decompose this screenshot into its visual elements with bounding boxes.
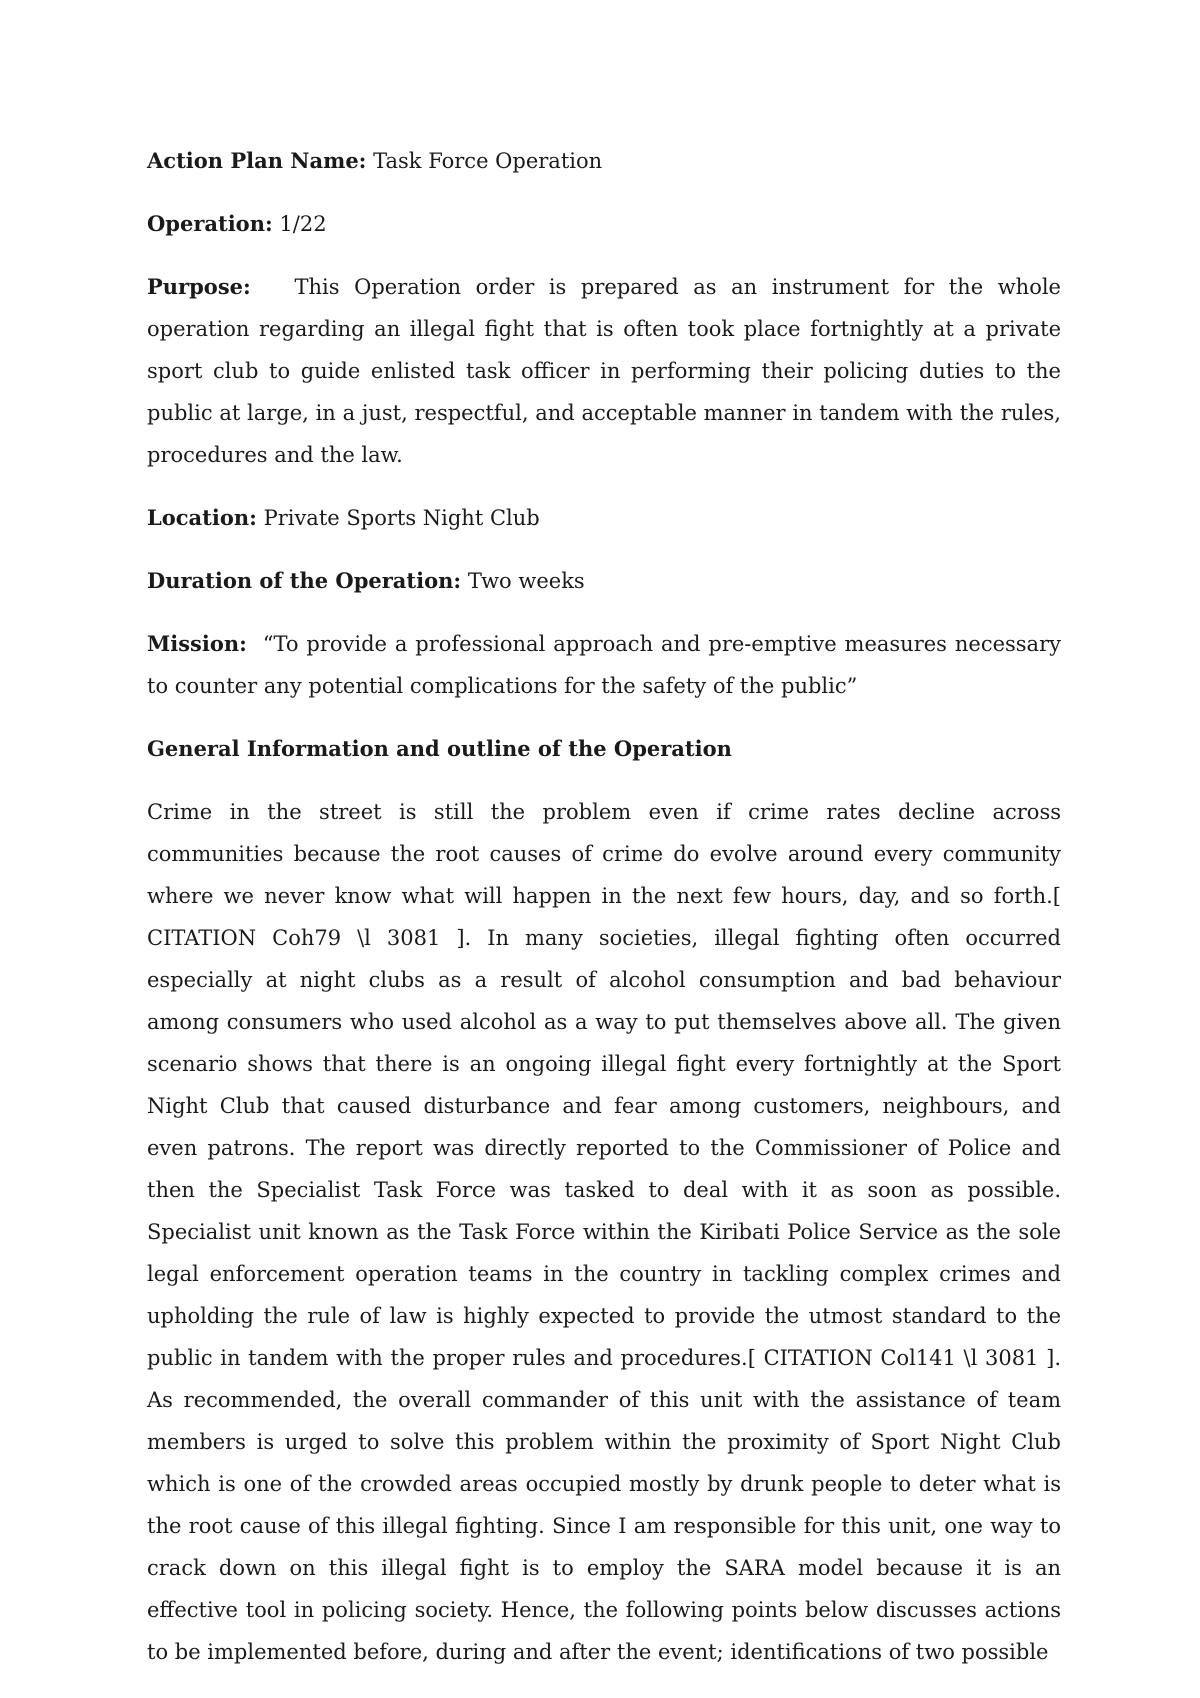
location-value: Private Sports Night Club: [263, 506, 540, 530]
duration-value: Two weeks: [467, 569, 585, 593]
mission-label: Mission:: [147, 631, 247, 656]
purpose-field: [147, 266, 1061, 476]
location-label: Location:: [147, 505, 257, 530]
action-plan-name-value: Task Force Operation: [373, 149, 603, 173]
operation-field: [147, 203, 1061, 245]
duration-label: Duration of the Operation:: [147, 568, 462, 593]
duration-field: [147, 560, 1061, 602]
purpose-value: This Operation order is prepared as an instrument for the whole operation regarding an illegal fight that is often took place fortnightly at a private sport club to guide enlisted task officer in performing their policing duties to the public at large, in a just, respectful, and acceptable manner in tandem with the rules, procedures and the law.: [147, 275, 1061, 467]
location-field: [147, 497, 1061, 539]
document-page: [147, 140, 1061, 1673]
operation-value: 1/22: [279, 212, 327, 236]
action-plan-name-label: Action Plan Name:: [147, 148, 367, 173]
general-information-heading: General Information and outline of the Operation: [147, 736, 732, 761]
purpose-label: Purpose:: [147, 274, 251, 299]
mission-value: “To provide a professional approach and pre-emptive measures necessary to counter any potential complications for the safety of the public”: [147, 632, 1061, 698]
operation-label: Operation:: [147, 211, 273, 236]
general-information-body: Crime in the street is still the problem even if crime rates decline across communities because the root causes of crime do evolve around every community where we never know what will happen in the next few hours, day, and so forth.[ CITATION Coh79 \l 3081 ]. In many societies, illegal fighting often occurred especially at night clubs as a result of alcohol consumption and bad behaviour among consumers who used alcohol as a way to put themselves above all. The given scenario shows that there is an ongoing illegal fight every fortnightly at the Sport Night Club that caused disturbance and fear among customers, neighbours, and even patrons. The report was directly reported to the Commissioner of Police and then the Specialist Task Force was tasked to deal with it as soon as possible. Specialist unit known as the Task Force within the Kiribati Police Service as the sole legal enforcement operation teams in the country in tackling complex crimes and upholding the rule of law is highly expected to provide the utmost standard to the public in tandem with the proper rules and procedures.[ CITATION Col141 \l 3081 ]. As recommended, the overall commander of this unit with the assistance of team members is urged to solve this problem within the proximity of Sport Night Club which is one of the crowded areas occupied mostly by drunk people to deter what is the root cause of this illegal fighting. Since I am responsible for this unit, one way to crack down on this illegal fight is to employ the SARA model because it is an effective tool in policing society. Hence, the following points below discusses actions to be implemented before, during and after the event; identifications of two possible: [147, 800, 1061, 1664]
mission-field: [147, 623, 1061, 707]
action-plan-name-field: [147, 140, 1061, 182]
